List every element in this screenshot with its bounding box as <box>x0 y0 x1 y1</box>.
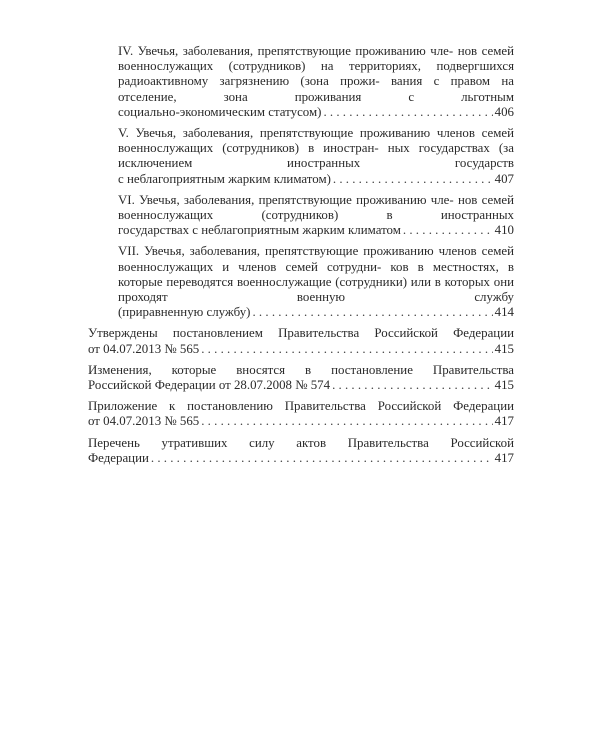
toc-entry-leader-line <box>88 451 514 466</box>
toc-entry-iv[interactable] <box>118 44 514 120</box>
page-number: 415 <box>494 378 514 393</box>
table-of-contents <box>88 44 514 472</box>
toc-entry-leader-line <box>118 172 514 187</box>
toc-entry-amendments[interactable] <box>88 363 514 393</box>
page-number: 410 <box>494 223 514 238</box>
page-number: 417 <box>494 414 514 429</box>
toc-entry-title: Приложение к постановлению Правительства Российской Федерации <box>88 399 514 414</box>
toc-entry-v[interactable] <box>118 126 514 187</box>
toc-entry-title-end: с неблагоприятным жарким климатом) <box>118 171 331 186</box>
page-number: 406 <box>494 104 514 119</box>
toc-entry-title-end: от 04.07.2013 № 565 <box>88 414 200 429</box>
toc-entry-leader-line <box>88 378 514 393</box>
page-number: 407 <box>494 171 514 186</box>
toc-entry-leader-line <box>118 105 514 120</box>
dot-leader <box>333 172 493 187</box>
toc-entry-vii[interactable] <box>118 244 514 320</box>
toc-entry-vi[interactable] <box>118 193 514 239</box>
toc-entry-leader-line <box>88 414 514 429</box>
dot-leader <box>332 378 493 393</box>
dot-leader <box>403 223 493 238</box>
toc-entry-title: VI. Увечья, заболевания, препятствующие проживанию чле- нов семей военнослужащих (сотрудников) в иностранных <box>118 192 515 223</box>
toc-entry-appendix[interactable] <box>88 399 514 429</box>
toc-entry-title: V. Увечья, заболевания, препятствующие проживанию членов семей военнослужащих (сотрудников) в иностран- ных государствах (за исключением иностранных государств <box>118 126 515 171</box>
toc-entry-title-end: социально-экономическим статусом) <box>118 104 322 119</box>
toc-entry-title-end: Федерации <box>88 450 149 465</box>
dot-leader <box>201 342 492 357</box>
page-number: 414 <box>494 305 514 320</box>
toc-entry-title: Утверждены постановлением Правительства Российской Федерации <box>88 326 514 341</box>
toc-entry-title-end: государствах с неблагоприятным жарким климатом <box>118 223 401 238</box>
page-number: 417 <box>494 450 514 465</box>
toc-entry-approved[interactable] <box>88 326 514 356</box>
toc-entry-leader-line <box>88 342 514 357</box>
dot-leader <box>201 414 492 429</box>
dot-leader <box>252 305 492 320</box>
toc-entry-title: Перечень утративших силу актов Правительства Российской <box>88 435 514 450</box>
page-number: 415 <box>494 341 514 356</box>
dot-leader <box>151 451 493 466</box>
dot-leader <box>323 105 492 120</box>
toc-entry-title: Изменения, которые вносятся в постановление Правительства <box>88 362 514 377</box>
toc-entry-leader-line <box>118 223 514 238</box>
toc-entry-leader-line <box>118 305 514 320</box>
toc-entry-title-end: от 04.07.2013 № 565 <box>88 341 200 356</box>
toc-entry-repealed-acts[interactable] <box>88 436 514 466</box>
toc-entry-title-end: (приравненную службу) <box>118 305 251 320</box>
toc-entry-title: IV. Увечья, заболевания, препятствующие проживанию чле- нов семей военнослужащих (сотрудников) на территориях, подвергшихся радиоактивному загрязнению (зона прожи- вания с правом на отселение, зона проживания с льготным <box>118 44 514 104</box>
toc-entry-title: VII. Увечья, заболевания, препятствующие проживанию членов семей военнослужащих и членов семей сотрудни- ков в местностях, в которые переводятся военнослужащие (сотрудники) или в которых они проходят военную службу <box>118 244 515 305</box>
toc-entry-title-end: Российской Федерации от 28.07.2008 № 574 <box>88 378 331 393</box>
